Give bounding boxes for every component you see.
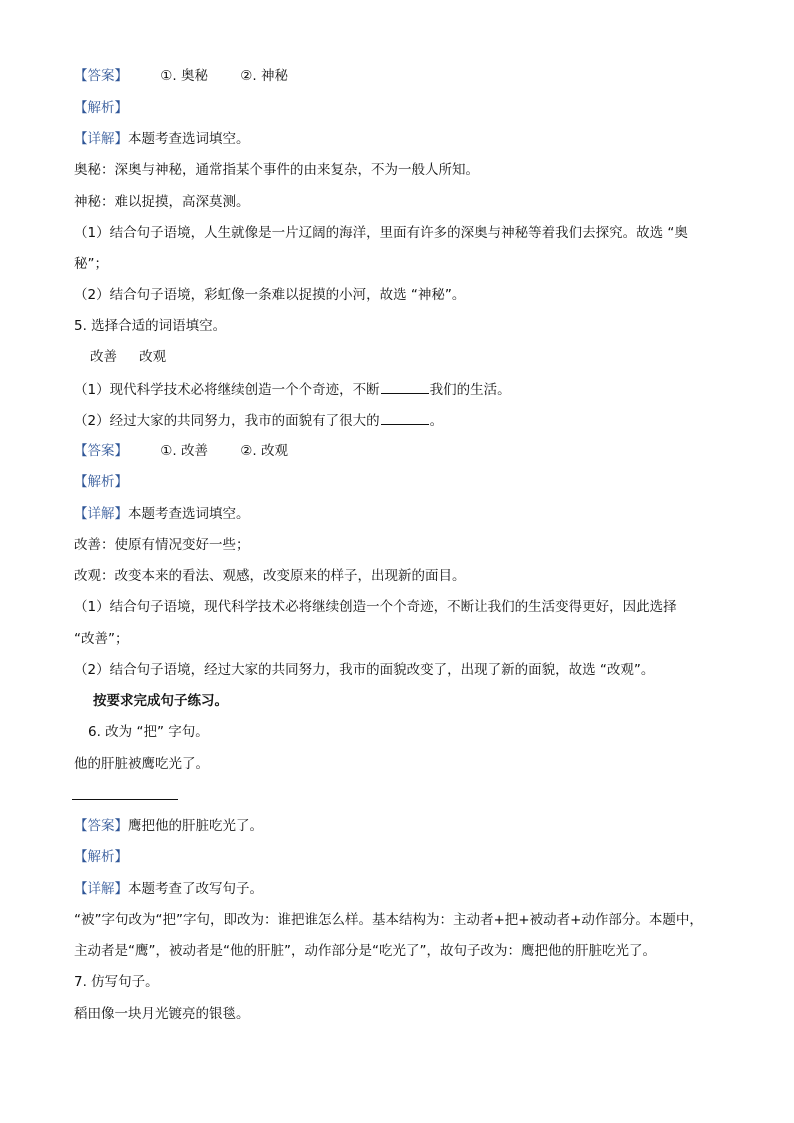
question-sentence: 稻田像一块月光镀亮的银毯。: [74, 1006, 250, 1022]
explanation-line: （2）结合句子语境，经过大家的共同努力，我市的面貌改变了，出现了新的面貌，故选 “改观”。: [74, 662, 655, 678]
answer-option-1: ①. 改善: [160, 443, 208, 459]
explanation-line: （1）结合句子语境，现代科学技术必将继续创造一个个奇迹，不断让我们的生活变得更好，因此选择: [74, 599, 677, 615]
answer-line: [74, 66, 288, 86]
detail-tag: 【详解】: [74, 506, 128, 522]
definition-line: 神秘：难以捉摸，高深莫测。: [74, 194, 250, 210]
analysis-tag: 【解析】: [74, 100, 128, 116]
detail-tag: 【详解】: [74, 881, 128, 897]
explanation-line: （2）结合句子语境，彩虹像一条难以捉摸的小河，故选 “神秘”。: [74, 287, 466, 303]
fill-blank: [381, 410, 429, 425]
question-title: 6. 改为 “把” 字句。: [88, 724, 209, 740]
detail-text: 本题考查了改写句子。: [128, 881, 263, 897]
answer-line: [74, 816, 263, 836]
section-title: 按要求完成句子练习。: [93, 693, 228, 709]
analysis-tag: 【解析】: [74, 849, 128, 865]
answer-option-2: ②. 改观: [240, 443, 288, 459]
explanation-line: 秘”；: [74, 256, 108, 272]
explanation-line: “改善”；: [74, 631, 129, 647]
explanation-line: “被”字句改为“把”字句，即改为：谁把谁怎么样。基本结构为：主动者+把+被动者+动作部分。本题中，: [74, 912, 703, 928]
detail-line: [74, 879, 263, 899]
word-options: 改善 改观: [90, 349, 167, 365]
sentence-text: 我们的生活。: [429, 382, 511, 398]
question-sentence: [74, 379, 511, 400]
definition-line: 改善：使原有情况变好一些；: [74, 537, 250, 553]
answer-tag: 【答案】: [74, 443, 128, 459]
question-title: 7. 仿写句子。: [74, 974, 159, 990]
detail-tag: 【详解】: [74, 131, 128, 147]
detail-line: [74, 504, 250, 524]
answer-option-1: ①. 奥秘: [160, 68, 208, 84]
explanation-line: （1）结合句子语境，人生就像是一片辽阔的海洋，里面有许多的深奥与神秘等着我们去探究。故选 “奥: [74, 225, 688, 241]
detail-line: [74, 129, 250, 149]
question-sentence: 他的肝脏被鹰吃光了。: [74, 756, 209, 772]
answer-blank-line: [72, 799, 178, 800]
question-title: 5. 选择合适的词语填空。: [74, 318, 227, 334]
answer-tag: 【答案】: [74, 818, 128, 834]
answer-text: 鹰把他的肝脏吃光了。: [128, 818, 263, 834]
sentence-text: 。: [429, 413, 444, 429]
sentence-text: （2）经过大家的共同努力，我市的面貌有了很大的: [74, 413, 380, 429]
sentence-text: （1）现代科学技术必将继续创造一个个奇迹，不断: [74, 382, 380, 398]
explanation-line: 主动者是“鹰”，被动者是“他的肝脏”，动作部分是“吃光了”，故句子改为：鹰把他的肝脏吃光了。: [74, 943, 656, 959]
fill-blank: [381, 379, 429, 394]
detail-text: 本题考查选词填空。: [128, 506, 250, 522]
definition-line: 改观：改变本来的看法、观感，改变原来的样子，出现新的面目。: [74, 568, 466, 584]
answer-tag: 【答案】: [74, 68, 128, 84]
detail-text: 本题考查选词填空。: [128, 131, 250, 147]
question-sentence: [74, 410, 443, 431]
definition-line: 奥秘：深奥与神秘，通常指某个事件的由来复杂，不为一般人所知。: [74, 162, 479, 178]
analysis-tag: 【解析】: [74, 474, 128, 490]
answer-line: [74, 441, 288, 461]
answer-option-2: ②. 神秘: [240, 68, 288, 84]
